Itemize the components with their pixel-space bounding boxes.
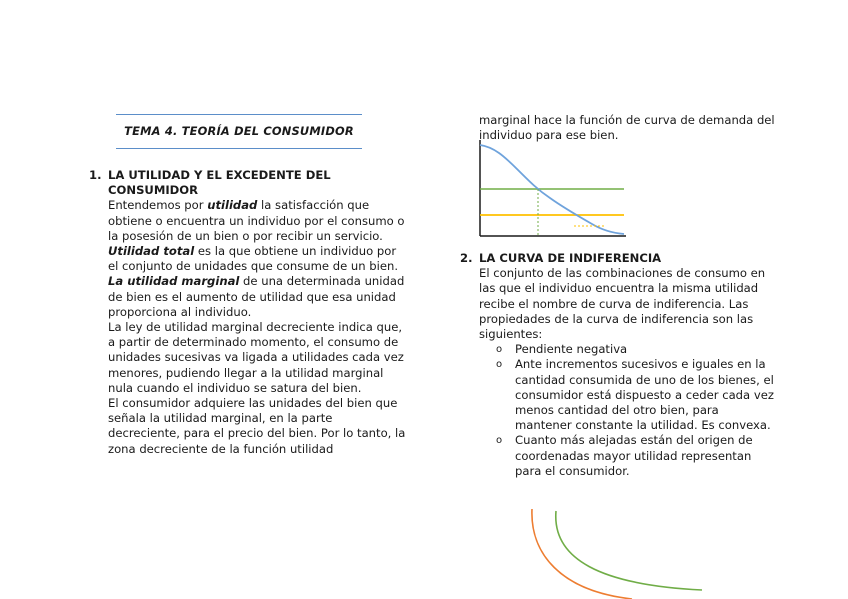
property-text: Cuanto más alejadas están del origen de coordenadas mayor utilidad representan para el consumidor.	[515, 433, 753, 478]
properties-list	[496, 342, 779, 479]
p1-before: Entendemos por	[108, 198, 208, 213]
section1-paragraph-utilidad-total	[108, 244, 408, 274]
p1-after: la satisfacción que obtiene o encuentra un individuo por el consumo o la posesión de un bien o por recibir un servicio.	[108, 198, 405, 243]
indifference-curve-green	[556, 511, 702, 590]
section1-paragraph-utilidad	[108, 198, 408, 244]
section2-column	[479, 251, 779, 479]
property-text: Pendiente negativa	[515, 342, 628, 357]
list-item	[496, 342, 779, 357]
section2-heading: LA CURVA DE INDIFERENCIA	[479, 251, 662, 265]
section1-paragraph-utilidad-marginal	[108, 274, 408, 320]
p2-after: es la que obtiene un individuo por el conjunto de unidades que consume de un bien.	[108, 244, 399, 274]
list-item	[496, 433, 779, 479]
page-title: TEMA 4. TEORÍA DEL CONSUMIDOR	[124, 124, 354, 138]
section1-paragraph-consumidor: El consumidor adquiere las unidades del bien que señala la utilidad marginal, en la parte decreciente, para el precio del bien. Por lo tanto, la zona decreciente de la función utilidad	[108, 396, 406, 456]
list-item	[496, 357, 779, 433]
section1-heading-line1: LA UTILIDAD Y EL EXCEDENTE DEL	[108, 168, 331, 182]
section1-column	[108, 168, 408, 457]
property-text: Ante incrementos sucesivos e iguales en la cantidad consumida de uno de los bienes, el consumidor está dispuesto a ceder cada vez menos cantidad del otro bien, para mantener constante la utilidad. Es convexa.	[515, 357, 774, 433]
p2-term: Utilidad total	[108, 244, 195, 259]
p3-after: de una determinada unidad de bien es el aumento de utilidad que esa unidad proporciona al individuo.	[108, 274, 405, 319]
section2-intro: El conjunto de las combinaciones de consumo en las que el individuo encuentra la misma utilidad recibe el nombre de curva de indiferencia. Las propiedades de la curva de indiferencia son las siguientes:	[479, 266, 766, 342]
p3-term: La utilidad marginal	[108, 274, 240, 289]
indifference-curve-orange	[532, 509, 632, 599]
section2-number: 2.	[460, 251, 473, 265]
section1-heading-line2: CONSUMIDOR	[108, 183, 199, 198]
title-rule-top	[116, 114, 362, 115]
marginal-utility-chart	[474, 136, 634, 240]
section1-continuation: marginal hace la función de curva de demanda del individuo para ese bien.	[479, 113, 775, 143]
bullet-icon: o	[496, 359, 503, 371]
bullet-icon: o	[496, 344, 503, 356]
title-rule-bottom	[116, 148, 362, 149]
p1-term: utilidad	[207, 198, 258, 213]
indifference-curves-chart	[520, 507, 720, 599]
section1-paragraph-ley: La ley de utilidad marginal decreciente indica que, a partir de determinado momento, el consumo de unidades sucesivas va ligada a utilidades cada vez menores, pudiendo llegar a la utilidad marginal nula cuando el individuo se satura del bien.	[108, 320, 404, 395]
section1-number: 1.	[89, 168, 102, 182]
bullet-icon: o	[496, 435, 503, 447]
